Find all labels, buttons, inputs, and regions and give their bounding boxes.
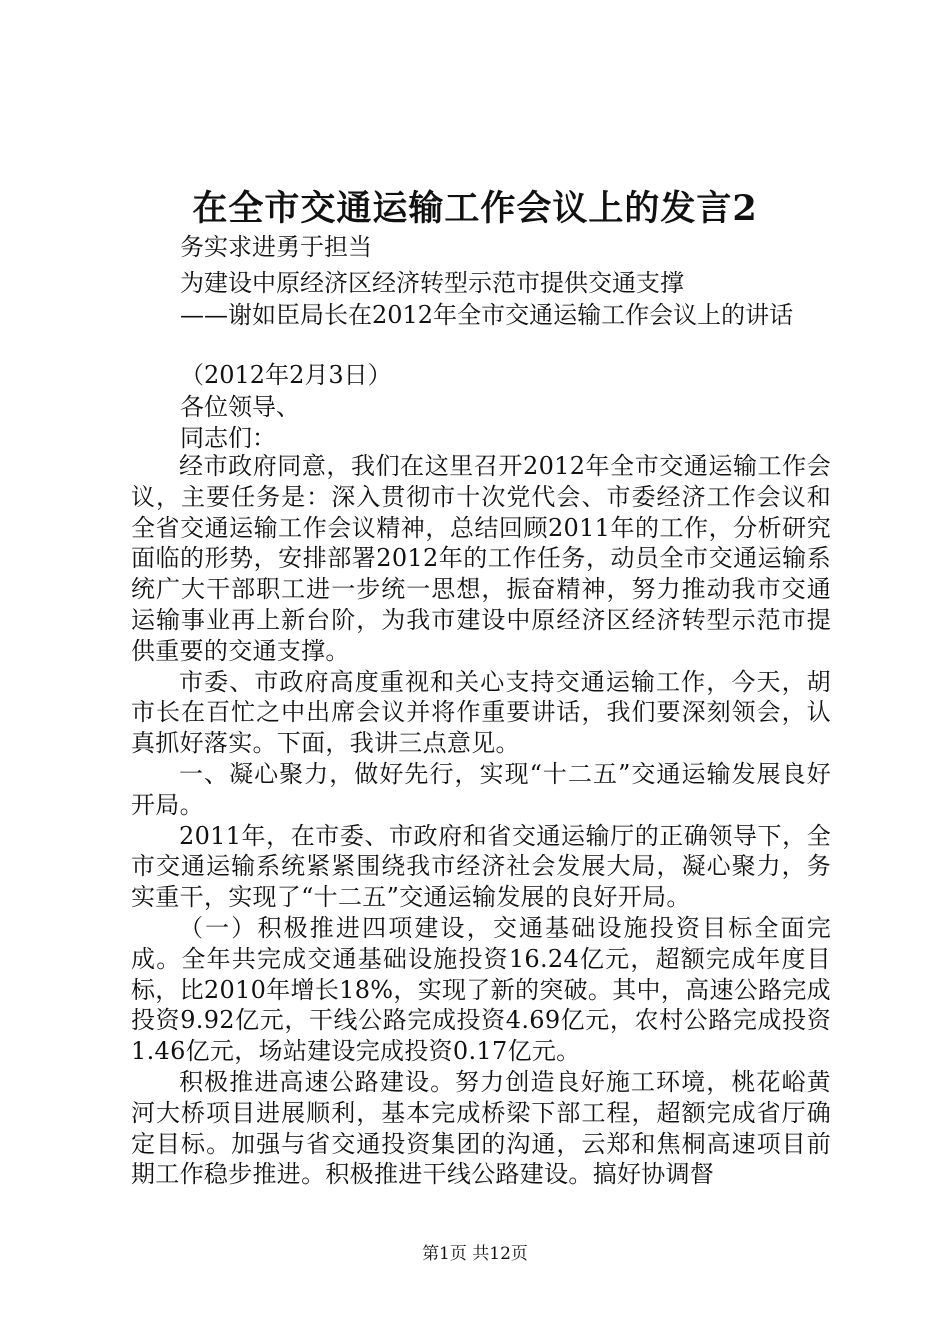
paragraph: 经市政府同意，我们在这里召开2012年全市交通运输工作会议，主要任务是：深入贯彻市十次党代会、市委经济工作会议和全省交通运输工作会议精神，总结回顾2011年的工作，分析研究面临的形势，安排部署2012年的工作任务，动员全市交通运输系统广大干部职工进一步统一思想，振奋精神，努力推动我市交通运输事业再上新台阶，为我市建设中原经济区经济转型示范市提供重要的交通支撑。	[131, 452, 831, 665]
subtitle-line-3: ——谢如臣局长在2012年全市交通运输工作会议上的讲话	[180, 301, 794, 329]
speech-date: （2012年2月3日）	[180, 361, 392, 389]
document-body	[131, 451, 831, 1190]
greeting-leaders: 各位领导、	[180, 393, 300, 421]
paragraph: （一）积极推进四项建设，交通基础设施投资目标全面完成。全年共完成交通基础设施投资16.24亿元，超额完成年度目标，比2010年增长18%，实现了新的突破。其中，高速公路完成投资9.92亿元，干线公路完成投资4.69亿元，农村公路完成投资1.46亿元，场站建设完成投资0.17亿元。	[131, 913, 831, 1066]
subtitle-line-2: 为建设中原经济区经济转型示范市提供交通支撑	[180, 269, 684, 297]
paragraph: 市委、市政府高度重视和关心支持交通运输工作，今天，胡市长在百忙之中出席会议并将作重要讲话，我们要深刻领会，认真抓好落实。下面，我讲三点意见。	[131, 667, 831, 758]
subtitle-line-1: 务实求进勇于担当	[180, 233, 372, 261]
paragraph: 积极推进高速公路建设。努力创造良好施工环境，桃花峪黄河大桥项目进展顺利，基本完成桥梁下部工程，超额完成省厅确定目标。加强与省交通投资集团的沟通，云郑和焦桐高速项目前期工作稳步推进。积极推进干线公路建设。搞好协调督	[131, 1067, 831, 1189]
document-title: 在全市交通运输工作会议上的发言2	[192, 188, 758, 229]
paragraph: 2011年，在市委、市政府和省交通运输厅的正确领导下，全市交通运输系统紧紧围绕我市经济社会发展大局，凝心聚力，务实重干，实现了“十二五”交通运输发展的良好开局。	[131, 821, 831, 912]
page-number-footer: 第1页 共12页	[422, 1244, 528, 1264]
section-heading: 一、凝心聚力，做好先行，实现“十二五”交通运输发展良好开局。	[131, 759, 831, 819]
greeting-comrades: 同志们：	[180, 424, 276, 452]
